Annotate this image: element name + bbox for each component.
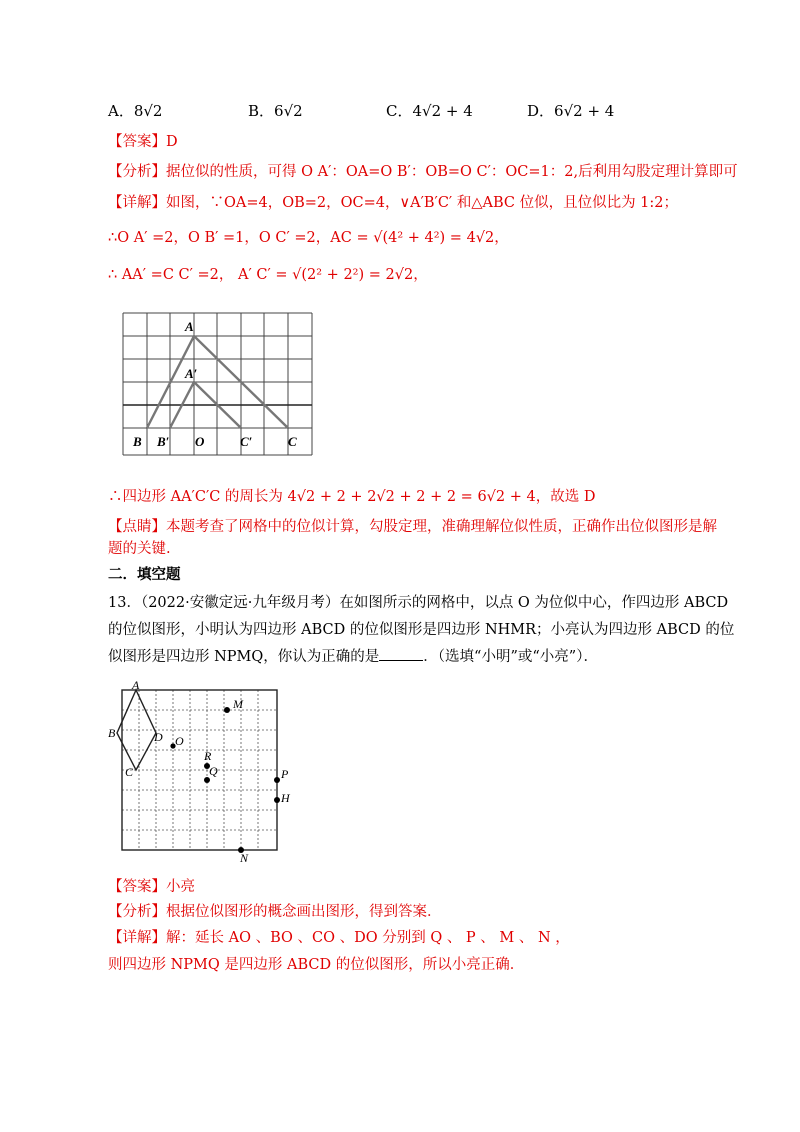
q12-conclusion: ∴四边形 AA′C′C 的周长为 4√2 + 2 + 2√2 + 2 + 2 = 6√2 + 4，故选 D: [108, 489, 596, 505]
q12-step2: ∴ AA′ =C C′ =2， A′ C′ = √(2² + 2²) = 2√2，: [108, 267, 428, 283]
label-n: N: [240, 851, 249, 863]
q13-line-3-end: ．（选填“小明”或“小亮”）．: [423, 649, 598, 665]
label-o: O: [175, 734, 184, 748]
point-p: [274, 777, 280, 783]
q13-conclusion: 则四边形 NPMQ 是四边形 ABCD 的位似图形，所以小亮正确．: [108, 957, 525, 973]
grid: [123, 313, 312, 455]
point-m: [224, 707, 230, 713]
label-a: A: [132, 678, 140, 692]
answer-blank: [379, 646, 423, 661]
q12-detail: 【详解】如图，∵OA=4，OB=2，OC=4，∨A′B′C′ 和△ABC 位似，且位似比为 1:2；: [108, 195, 679, 211]
q13-answer: 【答案】小亮: [108, 879, 195, 895]
label-c-prime: C′: [240, 434, 253, 449]
q12-comment-1: 【点睛】本题考查了网格中的位似计算，勾股定理，准确理解位似性质，正确作出位似图形是解: [108, 519, 717, 535]
q12-step1: ∴O A′ =2，O B′ =1，O C′ =2，AC = √(4² + 4²) = 4√2，: [108, 230, 509, 246]
option-d: D．6√2 + 4: [527, 102, 615, 120]
q13-analysis: 【分析】根据位似图形的概念画出图形，得到答案．: [108, 904, 442, 920]
q13-detail: 【详解】解：延长 AO 、BO 、CO 、DO 分别到 Q 、 P 、 M 、 N ，: [108, 930, 570, 946]
label-b: B: [108, 726, 116, 740]
q12-comment-2: 题的关键.: [108, 541, 171, 557]
label-b: B: [133, 434, 142, 449]
similarity-figure-triangle: [115, 308, 330, 468]
label-c: C: [125, 765, 134, 779]
q13-line-2: 的位似图形，小明认为四边形 ABCD 的位似图形是四边形 NHMR；小亮认为四边形 ABCD 的位: [108, 622, 735, 638]
q12-answer: 【答案】D: [108, 134, 178, 150]
q13-line-3-start: 似图形是四边形 NPMQ，你认为正确的是: [108, 649, 380, 665]
q13-line-1: 13．（2022·安徽定远·九年级月考）在如图所示的网格中，以点 O 为位似中心，作四边形 ABCD: [108, 595, 729, 611]
label-o: O: [195, 434, 205, 449]
option-a: A．8√2: [108, 102, 163, 120]
label-a: A: [185, 319, 194, 334]
dotted-grid: [122, 690, 277, 850]
section-title: 二．填空题: [108, 566, 181, 583]
q12-analysis: 【分析】据位似的性质，可得 O A′：OA=O B′：OB=O C′：OC=1：2,后利用勾股定理计算即可: [108, 164, 738, 180]
q13-line-3: [108, 646, 598, 668]
label-r: R: [204, 749, 212, 763]
label-d: D: [154, 730, 163, 744]
option-b: B．6√2: [248, 102, 303, 120]
label-a-prime: A′: [185, 366, 198, 381]
label-m: M: [233, 697, 243, 711]
label-p: P: [281, 767, 289, 781]
option-c: C．4√2 + 4: [386, 102, 473, 120]
point-h: [274, 797, 280, 803]
similarity-figure-quadrilateral: [105, 678, 305, 863]
label-q: Q: [209, 764, 218, 778]
label-c: C: [288, 434, 297, 449]
label-h: H: [281, 791, 290, 805]
label-b-prime: B′: [157, 434, 170, 449]
